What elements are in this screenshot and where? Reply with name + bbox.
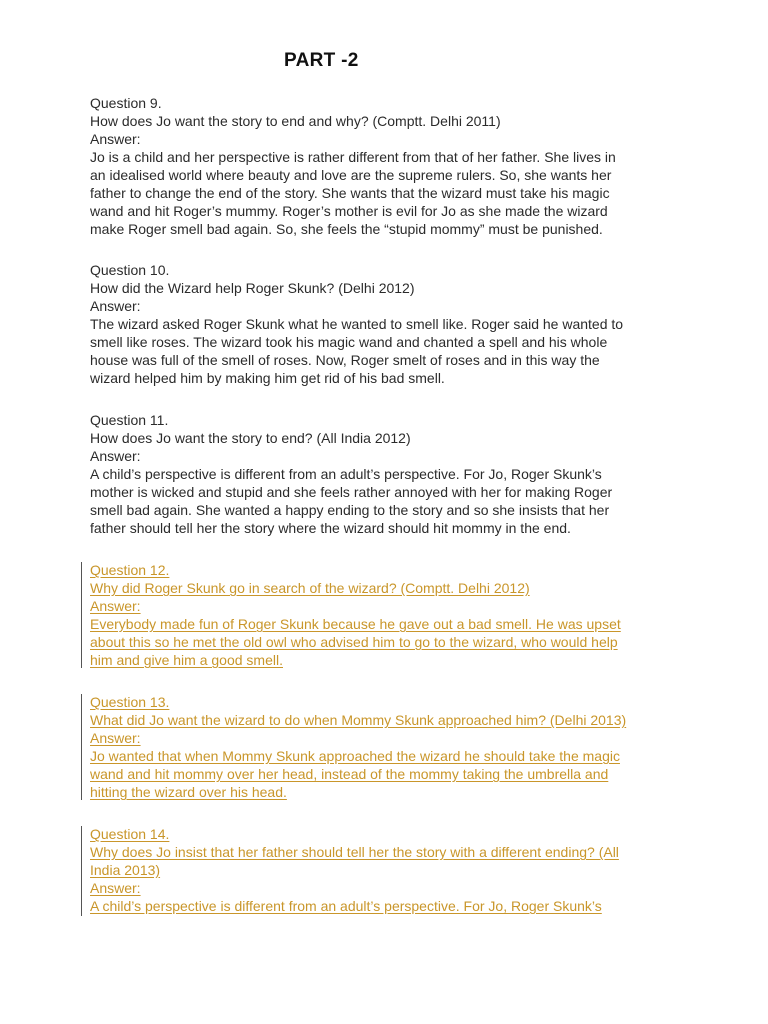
question-text: Why does Jo insist that her father should tell her the story with a different ending? (All — [90, 844, 619, 860]
qa-block-13 — [90, 693, 680, 801]
question-number: Question 11. — [90, 412, 169, 428]
question-number: Question 10. — [90, 262, 170, 278]
question-number: Question 9. — [90, 95, 162, 111]
question-text: What did Jo want the wizard to do when Mommy Skunk approached him? (Delhi 2013) — [90, 712, 627, 728]
answer-line: wand and hit mommy over her head, instead of the mommy taking the umbrella and — [90, 766, 609, 782]
answer-line: make Roger smell bad again. So, she feels the “stupid mommy” must be punished. — [90, 221, 603, 237]
answer-label: Answer: — [90, 448, 141, 464]
qa-block-9 — [90, 94, 680, 238]
question-text: How does Jo want the story to end and why? (Comptt. Delhi 2011) — [90, 113, 501, 129]
qa-block-10 — [90, 261, 680, 387]
answer-line: A child’s perspective is different from an adult’s perspective. For Jo, Roger Skunk’s — [90, 466, 602, 482]
answer-line: father to change the end of the story. She wants that the wizard must take his magic — [90, 185, 610, 201]
qa-block-12 — [90, 561, 680, 669]
question-text: Why did Roger Skunk go in search of the wizard? (Comptt. Delhi 2012) — [90, 580, 530, 596]
answer-line: about this so he met the old owl who advised him to go to the wizard, who would help — [90, 634, 618, 650]
change-bar — [81, 562, 82, 668]
answer-line: smell bad again. She wanted a happy ending to the story and so she insists that her — [90, 502, 610, 518]
answer-line: mother is wicked and stupid and she feels rather annoyed with her for making Roger — [90, 484, 613, 500]
answer-line: Everybody made fun of Roger Skunk because he gave out a bad smell. He was upset — [90, 616, 621, 632]
answer-line: Jo wanted that when Mommy Skunk approached the wizard he should take the magic — [90, 748, 620, 764]
answer-line: him and give him a good smell. — [90, 652, 283, 668]
qa-block-11 — [90, 411, 680, 537]
answer-line: father should tell her the story where the wizard should hit mommy in the end. — [90, 520, 571, 536]
answer-line: Jo is a child and her perspective is rather different from that of her father. She lives in — [90, 149, 616, 165]
question-number: Question 14. — [90, 826, 170, 842]
answer-label: Answer: — [90, 730, 141, 746]
qa-block-14 — [90, 825, 680, 915]
answer-label: Answer: — [90, 880, 141, 896]
answer-line: The wizard asked Roger Skunk what he wanted to smell like. Roger said he wanted to — [90, 316, 624, 332]
answer-label: Answer: — [90, 298, 141, 314]
question-text: India 2013) — [90, 862, 161, 878]
page-title: PART -2 — [284, 50, 359, 71]
answer-label: Answer: — [90, 131, 141, 147]
answer-line: smell like roses. The wizard took his magic wand and chanted a spell and his whole — [90, 334, 608, 350]
answer-line: wizard helped him by making him get rid of his bad smell. — [90, 370, 445, 386]
change-bar — [81, 694, 82, 800]
change-bar — [81, 826, 82, 916]
question-number: Question 13. — [90, 694, 170, 710]
answer-line: A child’s perspective is different from an adult’s perspective. For Jo, Roger Skunk’s — [90, 898, 602, 914]
answer-line: wand and hit Roger’s mummy. Roger’s mother is evil for Jo as she made the wizard — [90, 203, 608, 219]
question-text: How did the Wizard help Roger Skunk? (Delhi 2012) — [90, 280, 415, 296]
answer-line: hitting the wizard over his head. — [90, 784, 287, 800]
question-text: How does Jo want the story to end? (All India 2012) — [90, 430, 411, 446]
answer-label: Answer: — [90, 598, 141, 614]
question-number: Question 12. — [90, 562, 170, 578]
answer-line: an idealised world where beauty and love are the supreme rulers. So, she wants her — [90, 167, 612, 183]
answer-line: house was full of the smell of roses. Now, Roger smelt of roses and in this way the — [90, 352, 600, 368]
